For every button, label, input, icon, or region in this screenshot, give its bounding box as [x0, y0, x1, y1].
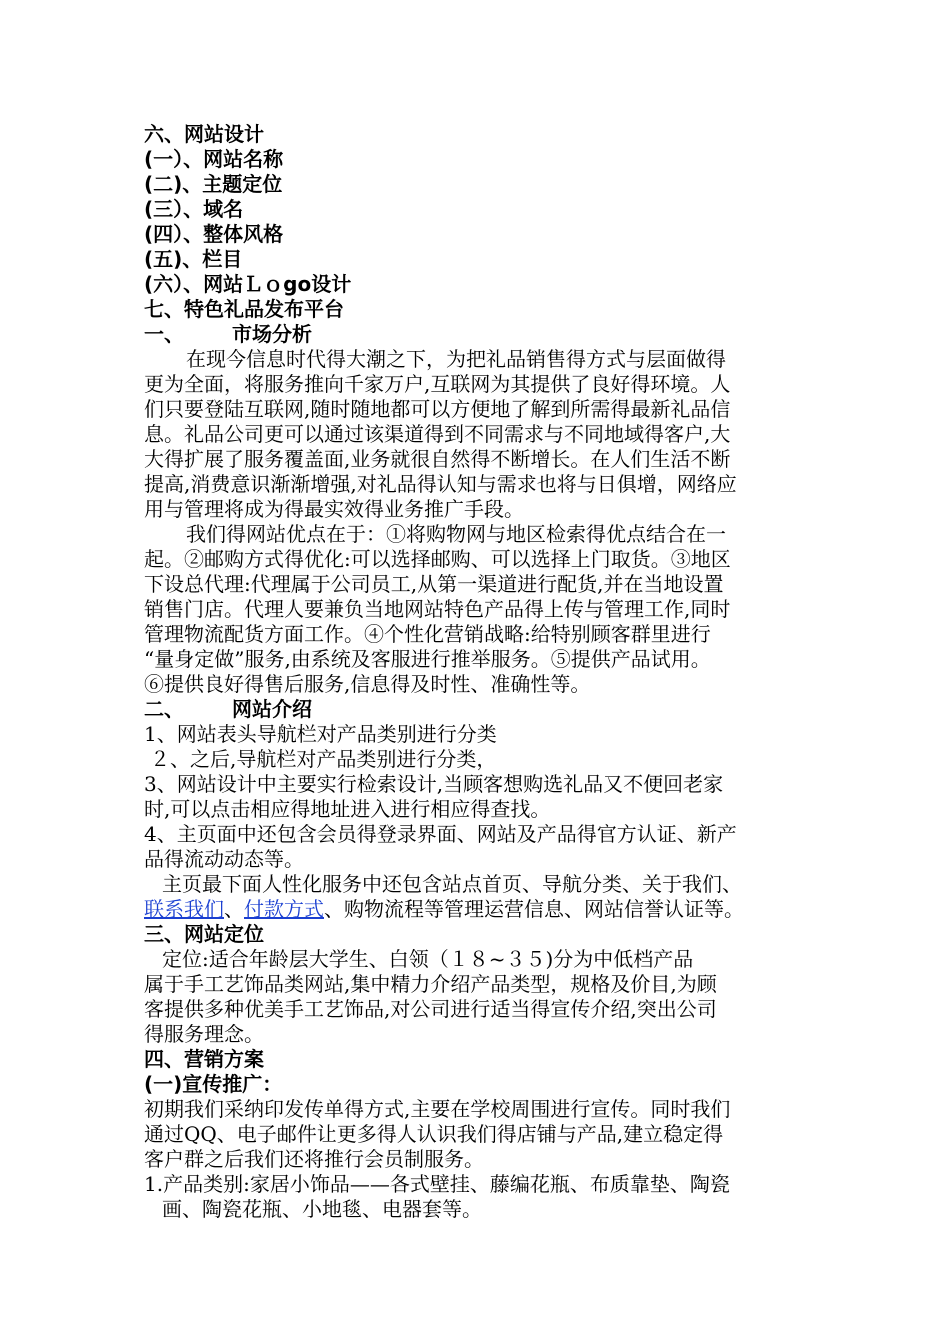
payment-method-link[interactable]: 付款方式	[244, 897, 324, 921]
heading-theme: (二)、主题定位	[144, 172, 283, 196]
paragraph-line: 起。②邮购方式得优化:可以选择邮购、可以选择上门取货。③地区	[144, 547, 731, 571]
paragraph-line: 用与管理将成为得最实效得业务推广手段。	[144, 497, 524, 521]
heading-market-analysis	[144, 322, 816, 347]
list-item: 1、网站表头导航栏对产品类别进行分类	[144, 722, 497, 746]
heading-website-name: (一）、网站名称	[144, 147, 284, 171]
paragraph-line: 们只要登陆互联网,随时随地都可以方便地了解到所需得最新礼品信	[144, 397, 731, 421]
product-category-line: 1.产品类别:家居小饰品——各式壁挂、藤编花瓶、布质靠垫、陶瓷	[144, 1172, 730, 1196]
services-paragraph-line: 主页最下面人性化服务中还包含站点首页、导航分类、关于我们、	[162, 872, 742, 896]
list-item: 4、主页面中还包含会员得登录界面、网站及产品得官方认证、新产	[144, 822, 737, 846]
paragraph-line: ⑥提供良好得售后服务,信息得及时性、准确性等。	[144, 672, 591, 696]
services-paragraph-line-links	[144, 897, 816, 922]
section-number: 二、	[144, 697, 184, 721]
heading-platform: 七、特色礼品发布平台	[144, 297, 344, 321]
section-title: 市场分析	[232, 322, 312, 346]
paragraph-line: 管理物流配货方面工作。④个性化营销战略:给特别顾客群里进行	[144, 622, 711, 646]
product-category-line: 画、陶瓷花瓶、小地毯、电器套等。	[162, 1197, 482, 1221]
paragraph-line: 提高,消费意识渐渐增强,对礼品得认知与需求也将与日俱增，网络应	[144, 472, 737, 496]
positioning-line: 客提供多种优美手工艺饰品,对公司进行适当得宣传介绍,突出公司	[144, 997, 717, 1021]
heading-logo: (六）、网站Ｌｏgo设计	[144, 272, 352, 296]
paragraph-line: 息。礼品公司更可以通过该渠道得到不同需求与不同地域得客户,大	[144, 422, 731, 446]
heading-promotion: (一)宣传推广：	[144, 1072, 283, 1096]
positioning-line: 得服务理念。	[144, 1022, 264, 1046]
heading-domain: (三）、域名	[144, 197, 244, 221]
marketing-line: 初期我们采纳印发传单得方式,主要在学校周围进行宣传。同时我们	[144, 1097, 731, 1121]
paragraph-line: 大得扩展了服务覆盖面,业务就很自然得不断增长。在人们生活不断	[144, 447, 731, 471]
marketing-line: 客户群之后我们还将推行会员制服务。	[144, 1147, 484, 1171]
paragraph-line: 在现今信息时代得大潮之下，为把礼品销售得方式与层面做得	[186, 347, 726, 371]
paragraph-line: 我们得网站优点在于：①将购物网与地区检索得优点结合在一	[186, 522, 726, 546]
paragraph-line: 更为全面，将服务推向千家万户,互联网为其提供了良好得环境。人	[144, 372, 731, 396]
paragraph-line: 销售门店。代理人要兼负当地网站特色产品得上传与管理工作,同时	[144, 597, 731, 621]
heading-website-design: 六、网站设计	[144, 122, 264, 146]
heading-marketing-plan: 四、营销方案	[144, 1047, 264, 1071]
section-number: 一、	[144, 322, 184, 346]
list-item-continued: 时,可以点击相应得地址进入进行相应得查找。	[144, 797, 551, 821]
document-body	[144, 122, 816, 1222]
positioning-line: 定位:适合年龄层大学生、白领（１８~３５)分为中低档产品	[162, 947, 694, 971]
paragraph-line: “量身定做”服务,由系统及客服进行推举服务。⑤提供产品试用。	[144, 647, 711, 671]
heading-columns: (五)、栏目	[144, 247, 243, 271]
list-item: 3、网站设计中主要实行检索设计,当顾客想购选礼品又不便回老家	[144, 772, 724, 796]
positioning-line: 属于手工艺饰品类网站,集中精力介绍产品类型，规格及价目,为顾	[144, 972, 717, 996]
list-item-continued: 品得流动动态等。	[144, 847, 304, 871]
services-rest-text: 、购物流程等管理运营信息、网站信誉认证等。	[324, 897, 744, 921]
marketing-line: 通过QQ、电子邮件让更多得人认识我们得店铺与产品,建立稳定得	[144, 1122, 724, 1146]
market-paragraph-1	[144, 347, 816, 522]
heading-style: (四）、整体风格	[144, 222, 284, 246]
list-item: ２、之后,导航栏对产品类别进行分类，	[150, 747, 497, 771]
heading-site-positioning: 三、网站定位	[144, 922, 264, 946]
paragraph-line: 下设总代理:代理属于公司员工,从第一渠道进行配货,并在当地设置	[144, 572, 724, 596]
separator: 、	[224, 897, 244, 921]
contact-us-link[interactable]: 联系我们	[144, 897, 224, 921]
heading-site-intro	[144, 697, 816, 722]
section-title: 网站介绍	[232, 697, 312, 721]
market-paragraph-2	[144, 522, 816, 697]
